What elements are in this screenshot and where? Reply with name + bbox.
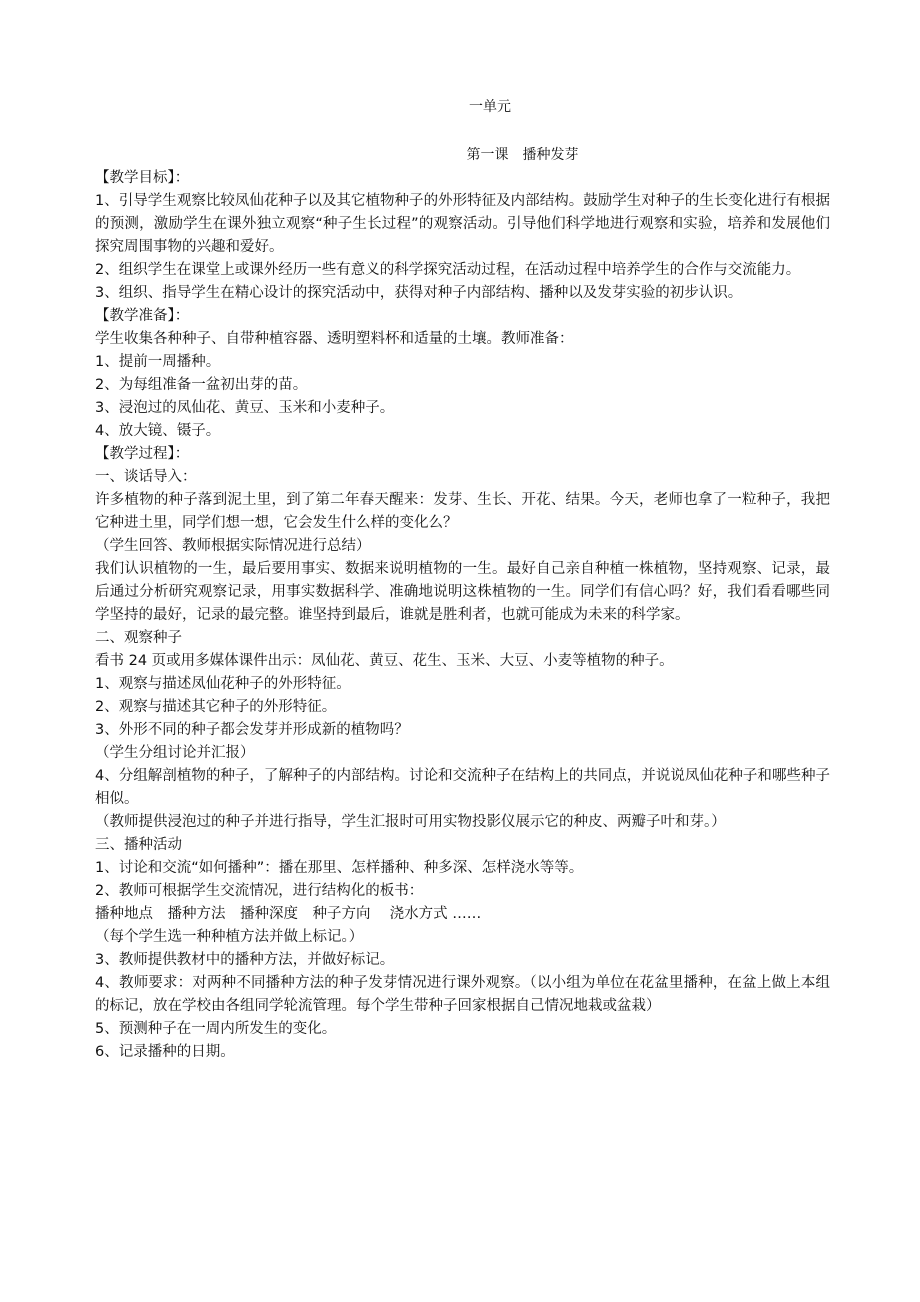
body-line: 3、浸泡过的凤仙花、黄豆、玉米和小麦种子。 xyxy=(95,400,395,416)
body-line: 2、为每组准备一盆初出芽的苗。 xyxy=(95,377,308,393)
body-line: 3、组织、指导学生在精心设计的探究活动中，获得对种子内部结构、播种以及发芽实验的初步认识。 xyxy=(95,285,743,301)
body-line: 1、提前一周播种。 xyxy=(95,354,221,370)
body-line: 3、教师提供教材中的播种方法，并做好标记。 xyxy=(95,952,395,968)
body-line: 6、记录播种的日期。 xyxy=(95,1044,235,1060)
body-line: 3、外形不同的种子都会发芽并形成新的植物吗？ xyxy=(95,722,409,738)
body-line: 【教学目标】： xyxy=(95,170,190,186)
body-line: 1、讨论和交流“如何播种”：播在那里、怎样播种、种多深、怎样浇水等等。 xyxy=(95,860,584,876)
body-line: 1、观察与描述凤仙花种子的外形特征。 xyxy=(95,676,351,692)
body-line: 三、播种活动 xyxy=(95,837,182,853)
body-paragraph: 4、分组解剖植物的种子，了解种子的内部结构。讨论和交流种子在结构上的共同点，并说说凤仙花种子和哪些种子相似。 xyxy=(95,768,830,807)
body-paragraph: 2、组织学生在课堂上或课外经历一些有意义的科学探究活动过程，在活动过程中培养学生的合作与交流能力。 xyxy=(95,262,801,278)
body-line: 5、预测种子在一周内所发生的变化。 xyxy=(95,1021,337,1037)
body-line: （学生回答、教师根据实际情况进行总结） xyxy=(95,538,371,554)
body-line: 看书 24 页或用多媒体课件出示：凤仙花、黄豆、花生、玉米、大豆、小麦等植物的种子。 xyxy=(95,653,674,669)
body-line: 【教学过程】： xyxy=(95,446,190,462)
body-line: （教师提供浸泡过的种子并进行指导，学生汇报时可用实物投影仪展示它的种皮、两瓣子叶和芽。） xyxy=(95,814,726,830)
lesson-title: 第一课 播种发芽 xyxy=(466,147,579,163)
body-line: 播种地点 播种方法 播种深度 种子方向 浇水方式 …… xyxy=(95,906,482,922)
body-line: 学生收集各种种子、自带种植容器、透明塑料杯和适量的土壤。教师准备： xyxy=(95,331,574,347)
body-line: 2、教师可根据学生交流情况，进行结构化的板书： xyxy=(95,883,424,899)
body-paragraph: 许多植物的种子落到泥土里，到了第二年春天醒来：发芽、生长、开花、结果。今天，老师也拿了一粒种子，我把它种进土里，同学们想一想，它会发生什么样的变化么？ xyxy=(95,492,830,531)
document-page xyxy=(95,95,830,1064)
body-line: 一、谈话导入： xyxy=(95,469,197,485)
unit-title: 一单元 xyxy=(469,99,511,115)
body-line: 二、观察种子 xyxy=(95,630,182,646)
document-body xyxy=(95,167,830,1064)
body-line: （学生分组讨论并汇报） xyxy=(95,745,255,761)
body-paragraph: 我们认识植物的一生，最后要用事实、数据来说明植物的一生。最好自己亲自种植一株植物，坚持观察、记录，最后通过分析研究观察记录，用事实数据科学、准确地说明这株植物的一生。同学们有信心吗？好，我们看看哪些同学坚持的最好，记录的最完整。谁坚持到最后，谁就是胜利者，也就可能成为未来的科学家。 xyxy=(95,561,830,623)
body-line: 4、放大镜、镊子。 xyxy=(95,423,221,439)
body-line: （每个学生选一种种植方法并做上标记。） xyxy=(95,929,364,945)
body-paragraph: 4、教师要求：对两种不同播种方法的种子发芽情况进行课外观察。（以小组为单位在花盆里播种，在盆上做上本组的标记，放在学校由各组同学轮流管理。每个学生带种子回家根据自己情况地栽或盆栽） xyxy=(95,975,830,1014)
body-line: 2、观察与描述其它种子的外形特征。 xyxy=(95,699,337,715)
body-line: 【教学准备】： xyxy=(95,308,190,324)
body-paragraph: 1、引导学生观察比较凤仙花种子以及其它植物种子的外形特征及内部结构。鼓励学生对种子的生长变化进行有根据的预测，激励学生在课外独立观察“种子生长过程”的观察活动。引导他们科学地进行观察和实验，培养和发展他们探究周围事物的兴趣和爱好。 xyxy=(95,193,830,255)
